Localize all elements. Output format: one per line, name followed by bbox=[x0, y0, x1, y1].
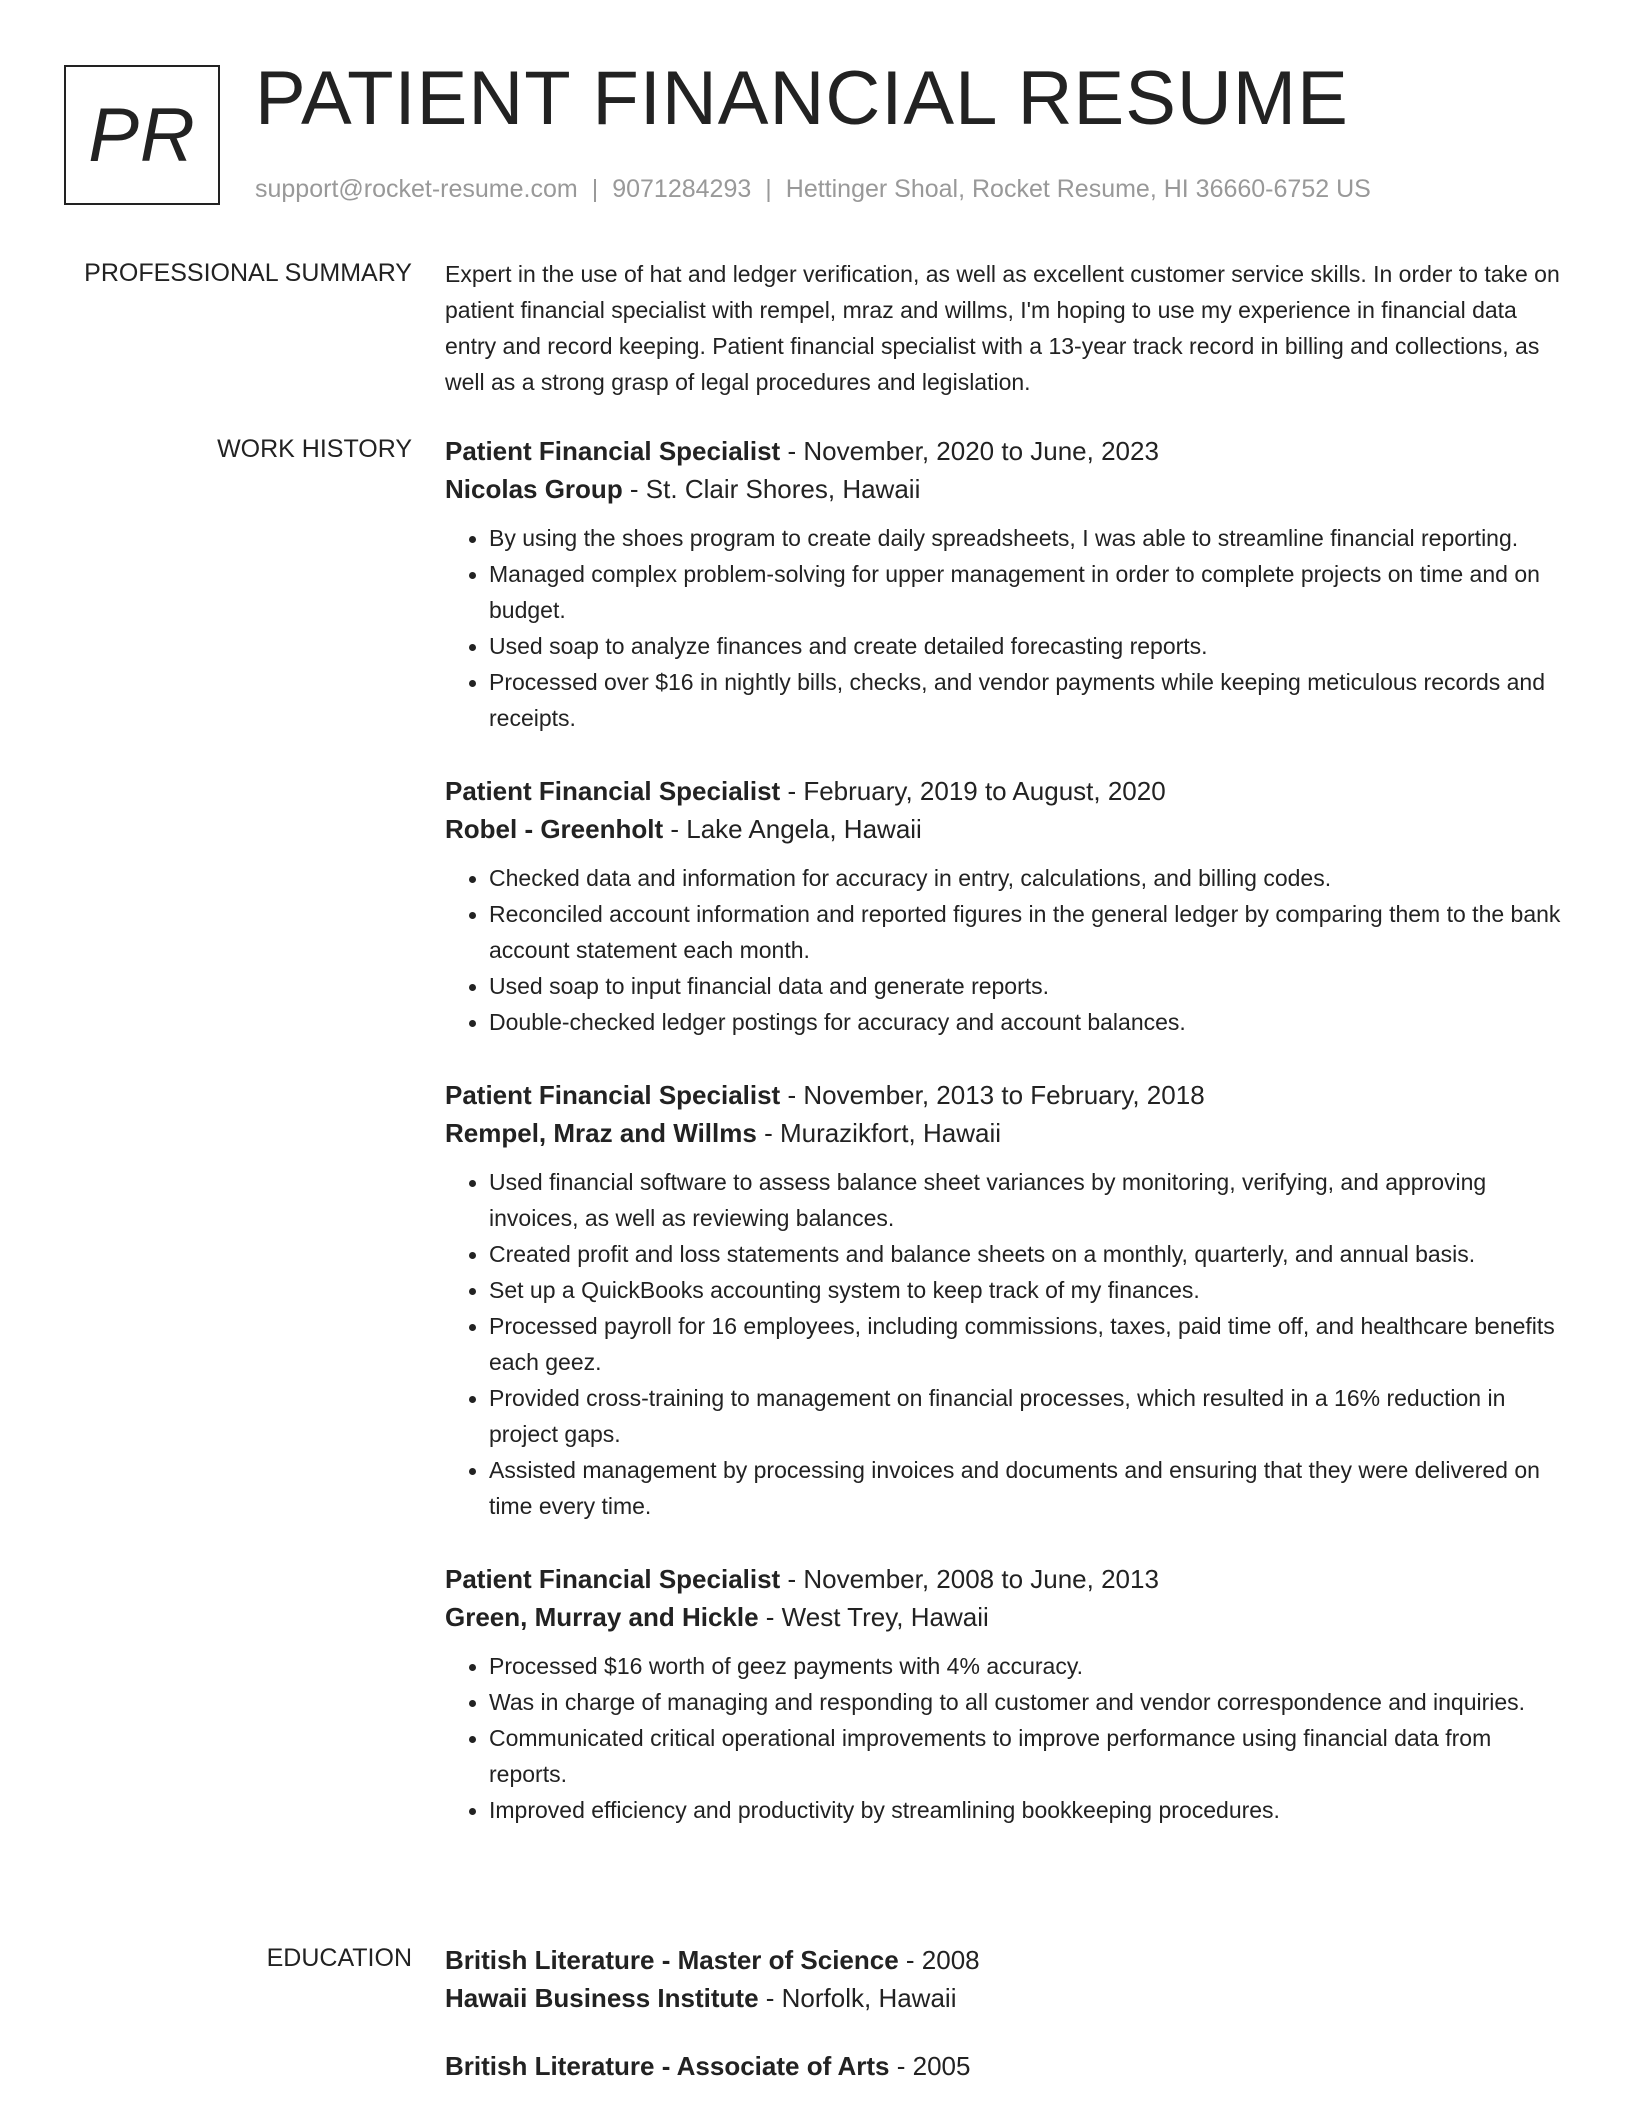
duty-list bbox=[445, 860, 1567, 1040]
education-degree: British Literature - Associate of Arts bbox=[445, 2051, 890, 2081]
job-location: - West Trey, Hawaii bbox=[758, 1602, 989, 1632]
resume-header bbox=[64, 56, 1568, 210]
duty-item: • Used financial software to assess balance sheet variances by monitoring, verifying, and approving invoices, as well as reviewing balances. bbox=[489, 1164, 1567, 1236]
duty-list bbox=[445, 1648, 1567, 1828]
job-company: Green, Murray and Hickle bbox=[445, 1602, 759, 1632]
job-dates: - November, 2020 to June, 2023 bbox=[780, 436, 1159, 466]
job-company: Robel - Greenholt bbox=[445, 814, 664, 844]
job-entry bbox=[445, 1560, 1567, 1828]
work-history-label: WORK HISTORY bbox=[217, 435, 412, 463]
job-location: - Lake Angela, Hawaii bbox=[663, 814, 922, 844]
contact-line bbox=[255, 175, 1371, 204]
resume-title: PATIENT FINANCIAL RESUME bbox=[255, 56, 1349, 141]
contact-email[interactable]: support@rocket-resume.com bbox=[255, 175, 578, 203]
job-entry bbox=[445, 1076, 1567, 1524]
duty-item: • Processed $16 worth of geez payments with 4% accuracy. bbox=[489, 1648, 1567, 1684]
education-entry bbox=[445, 1941, 1567, 2017]
education-degree: British Literature - Master of Science bbox=[445, 1945, 899, 1975]
contact-address: Hettinger Shoal, Rocket Resume, HI 36660-6752 US bbox=[785, 175, 1371, 203]
job-entry bbox=[445, 772, 1567, 1040]
duty-item: • Used soap to analyze finances and create detailed forecasting reports. bbox=[489, 628, 1567, 664]
duty-item: • By using the shoes program to create daily spreadsheets, I was able to streamline financial reporting. bbox=[489, 520, 1567, 556]
duty-item: • Was in charge of managing and responding to all customer and vendor correspondence and inquiries. bbox=[489, 1684, 1567, 1720]
duty-list bbox=[445, 520, 1567, 736]
duty-item: • Assisted management by processing invoices and documents and ensuring that they were delivered on time every time. bbox=[489, 1452, 1567, 1524]
job-location: - Murazikfort, Hawaii bbox=[756, 1118, 1001, 1148]
duty-item: • Created profit and loss statements and balance sheets on a monthly, quarterly, and annual basis. bbox=[489, 1236, 1567, 1272]
contact-separator: | bbox=[765, 175, 772, 203]
duty-item: • Processed over $16 in nightly bills, checks, and vendor payments while keeping meticulous records and receipts. bbox=[489, 664, 1567, 736]
job-company-line bbox=[445, 1598, 1567, 1636]
duty-item: • Processed payroll for 16 employees, including commissions, taxes, paid time off, and healthcare benefits each geez. bbox=[489, 1308, 1567, 1380]
job-company-line bbox=[445, 1114, 1567, 1152]
job-dates: - November, 2008 to June, 2013 bbox=[780, 1564, 1159, 1594]
job-company: Rempel, Mraz and Willms bbox=[445, 1118, 757, 1148]
job-title: Patient Financial Specialist bbox=[445, 436, 781, 466]
job-location: - St. Clair Shores, Hawaii bbox=[622, 474, 921, 504]
education-degree-line bbox=[445, 1941, 1567, 1979]
duty-item: • Improved efficiency and productivity by streamlining bookkeeping procedures. bbox=[489, 1792, 1567, 1828]
education-year: - 2005 bbox=[889, 2051, 971, 2081]
job-dates: - November, 2013 to February, 2018 bbox=[780, 1080, 1205, 1110]
job-title-line bbox=[445, 1076, 1567, 1114]
job-company: Nicolas Group bbox=[445, 474, 623, 504]
education-location: - Norfolk, Hawaii bbox=[758, 1983, 957, 2013]
job-entry bbox=[445, 432, 1567, 736]
education-degree-line bbox=[445, 2047, 1567, 2085]
duty-item: • Reconciled account information and reported figures in the general ledger by comparing them to the bank account statement each month. bbox=[489, 896, 1567, 968]
contact-separator: | bbox=[591, 175, 599, 203]
duty-item: • Set up a QuickBooks accounting system to keep track of my finances. bbox=[489, 1272, 1567, 1308]
job-title-line bbox=[445, 772, 1567, 810]
education-school-line bbox=[445, 1979, 1567, 2017]
duty-item: • Communicated critical operational improvements to improve performance using financial data from reports. bbox=[489, 1720, 1567, 1792]
duty-item: • Used soap to input financial data and generate reports. bbox=[489, 968, 1567, 1004]
job-company-line bbox=[445, 810, 1567, 848]
education-entry bbox=[445, 2047, 1567, 2085]
education-school: Hawaii Business Institute bbox=[445, 1983, 759, 2013]
summary-label: PROFESSIONAL SUMMARY bbox=[84, 259, 412, 287]
job-title: Patient Financial Specialist bbox=[445, 1564, 781, 1594]
duty-item: • Double-checked ledger postings for accuracy and account balances. bbox=[489, 1004, 1567, 1040]
education-year: - 2008 bbox=[898, 1945, 980, 1975]
contact-phone[interactable]: 9071284293 bbox=[612, 175, 752, 203]
duty-list bbox=[445, 1164, 1567, 1524]
job-dates: - February, 2019 to August, 2020 bbox=[780, 776, 1166, 806]
job-title-line bbox=[445, 1560, 1567, 1598]
duty-item: • Checked data and information for accuracy in entry, calculations, and billing codes. bbox=[489, 860, 1567, 896]
job-title-line bbox=[445, 432, 1567, 470]
education-label: EDUCATION bbox=[266, 1944, 412, 1972]
duty-item: • Provided cross-training to management on financial processes, which resulted in a 16% reduction in project gaps. bbox=[489, 1380, 1567, 1452]
summary-text: Expert in the use of hat and ledger verification, as well as excellent customer service skills. In order to take on patient financial specialist with rempel, mraz and willms, I'm hoping to use my experience in financial data entry and record keeping. Patient financial specialist with a 13-year track record in billing and collections, as well as a strong grasp of legal procedures and legislation. bbox=[445, 261, 1560, 395]
monogram-logo: PR bbox=[64, 65, 220, 205]
job-title: Patient Financial Specialist bbox=[445, 1080, 781, 1110]
job-company-line bbox=[445, 470, 1567, 508]
duty-item: • Managed complex problem-solving for upper management in order to complete projects on time and on budget. bbox=[489, 556, 1567, 628]
job-title: Patient Financial Specialist bbox=[445, 776, 781, 806]
